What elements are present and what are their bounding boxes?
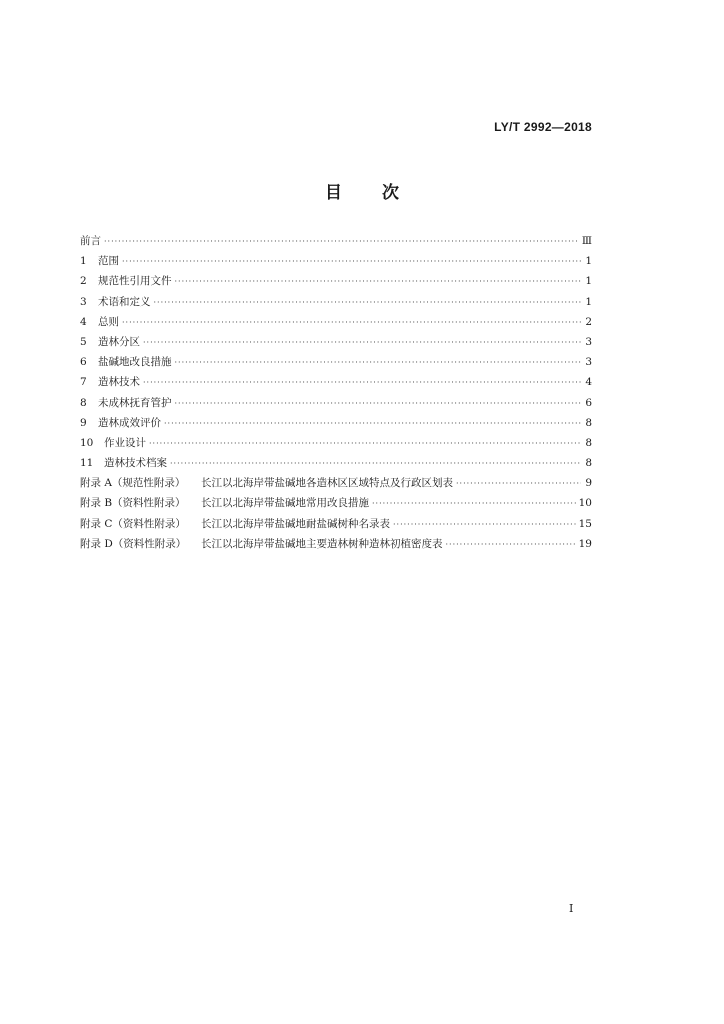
dot-leader xyxy=(122,313,581,333)
dot-leader xyxy=(164,414,581,434)
dot-leader xyxy=(154,293,582,313)
toc-entry-page: 3 xyxy=(585,335,592,348)
toc-entry-title: 造林技术档案 xyxy=(104,457,167,470)
toc-entry-page: 3 xyxy=(585,356,592,369)
toc-entry-number: 9 xyxy=(80,416,87,429)
toc-entry-title: 长江以北海岸带盐碱地常用改良措施 xyxy=(201,497,369,510)
page-number: I xyxy=(569,902,574,915)
toc-entry-title: 范围 xyxy=(98,255,119,268)
toc-entry-number: 附录 C（资料性附录） xyxy=(80,517,186,530)
toc-entry-page: 1 xyxy=(585,295,592,308)
toc-entry-number: 8 xyxy=(80,396,87,409)
toc-entry-page: 6 xyxy=(585,396,592,409)
toc-entry-page: Ⅲ xyxy=(581,235,592,247)
toc-entry-1[interactable] xyxy=(80,251,592,271)
dot-leader xyxy=(175,272,582,292)
toc-entry-page: 19 xyxy=(578,537,592,550)
toc-entry-6[interactable] xyxy=(80,352,592,372)
toc-entry-page: 15 xyxy=(578,517,592,530)
toc-entry-10[interactable] xyxy=(80,433,592,453)
toc-entry-page: 8 xyxy=(585,436,592,449)
page-title-char-1: 目 xyxy=(325,183,342,203)
toc-entry-number: 5 xyxy=(80,335,87,348)
toc-entry-title: 未成林抚育管护 xyxy=(98,396,172,409)
toc-entry-page: 9 xyxy=(585,477,592,490)
toc-entry-5[interactable] xyxy=(80,332,592,352)
toc-entry-annex-a[interactable] xyxy=(80,473,592,493)
toc-entry-page: 10 xyxy=(578,497,592,510)
page-title xyxy=(0,178,724,203)
standard-code: LY/T 2992—2018 xyxy=(494,120,592,134)
table-of-contents xyxy=(80,231,592,554)
toc-entry-title: 长江以北海岸带盐碱地耐盐碱树种名录表 xyxy=(201,517,390,530)
dot-leader xyxy=(170,454,581,474)
toc-entry-title: 作业设计 xyxy=(104,436,146,449)
toc-entry-number: 1 xyxy=(80,255,87,268)
dot-leader xyxy=(143,333,581,353)
toc-entry-number: 2 xyxy=(80,275,87,288)
toc-entry-9[interactable] xyxy=(80,413,592,433)
toc-entry-number: 附录 B（资料性附录） xyxy=(80,497,186,510)
toc-entry-number: 7 xyxy=(80,376,87,389)
toc-entry-page: 1 xyxy=(585,255,592,268)
dot-leader xyxy=(372,494,576,514)
toc-entry-number: 3 xyxy=(80,295,87,308)
toc-entry-title: 盐碱地改良措施 xyxy=(98,356,172,369)
dot-leader xyxy=(393,515,576,535)
dot-leader xyxy=(104,232,579,252)
toc-entry-3[interactable] xyxy=(80,292,592,312)
dot-leader xyxy=(149,434,581,454)
toc-entry-title: 术语和定义 xyxy=(98,295,151,308)
toc-entry-page: 1 xyxy=(585,275,592,288)
toc-entry-11[interactable] xyxy=(80,453,592,473)
toc-entry-number: 11 xyxy=(80,457,94,470)
toc-entry-foreword[interactable] xyxy=(80,231,592,251)
toc-entry-page: 2 xyxy=(585,315,592,328)
toc-entry-number: 10 xyxy=(80,436,94,449)
toc-entry-title: 前言 xyxy=(80,235,101,247)
toc-entry-number: 6 xyxy=(80,356,87,369)
toc-entry-page: 8 xyxy=(585,457,592,470)
toc-entry-7[interactable] xyxy=(80,372,592,392)
toc-entry-title: 长江以北海岸带盐碱地主要造林树种造林初植密度表 xyxy=(201,537,443,550)
toc-entry-title: 造林技术 xyxy=(98,376,140,389)
toc-entry-number: 4 xyxy=(80,315,87,328)
dot-leader xyxy=(122,252,581,272)
toc-entry-number: 附录 D（资料性附录） xyxy=(80,537,187,550)
dot-leader xyxy=(446,535,576,555)
dot-leader xyxy=(175,353,582,373)
toc-entry-page: 8 xyxy=(585,416,592,429)
toc-entry-title: 造林成效评价 xyxy=(98,416,161,429)
toc-entry-page: 4 xyxy=(585,376,592,389)
toc-entry-title: 造林分区 xyxy=(98,335,140,348)
toc-entry-annex-b[interactable] xyxy=(80,493,592,513)
dot-leader xyxy=(143,373,581,393)
toc-entry-number: 附录 A（规范性附录） xyxy=(80,477,186,490)
toc-entry-title: 规范性引用文件 xyxy=(98,275,172,288)
toc-entry-4[interactable] xyxy=(80,312,592,332)
toc-entry-title: 长江以北海岸带盐碱地各造林区区域特点及行政区划表 xyxy=(201,477,453,490)
toc-entry-annex-c[interactable] xyxy=(80,514,592,534)
page-title-char-2: 次 xyxy=(382,183,399,203)
toc-entry-annex-d[interactable] xyxy=(80,534,592,554)
dot-leader xyxy=(456,474,581,494)
toc-entry-2[interactable] xyxy=(80,271,592,291)
toc-entry-8[interactable] xyxy=(80,393,592,413)
toc-entry-title: 总则 xyxy=(98,315,119,328)
dot-leader xyxy=(175,394,582,414)
